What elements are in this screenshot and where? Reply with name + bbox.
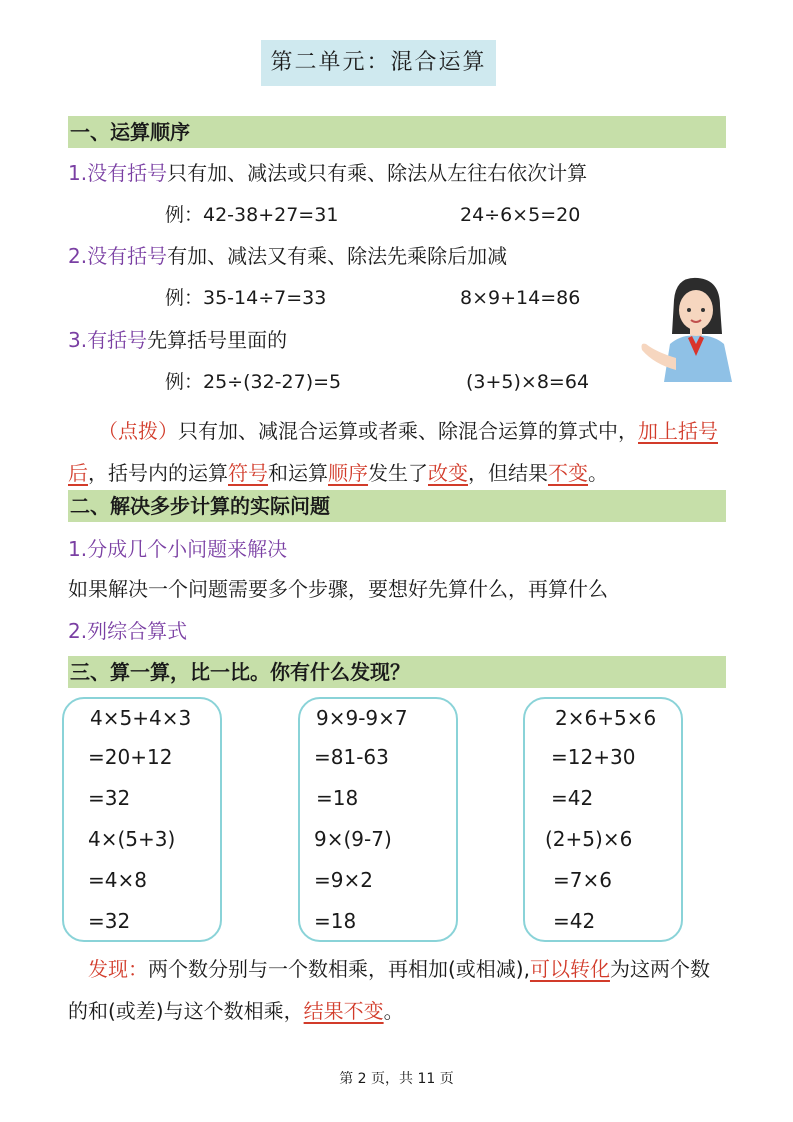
finding-text-3: 。 (383, 999, 404, 1023)
rule-2-text: 有加、减法又有乘、除法先乘除后加减 (167, 244, 508, 268)
rule-2-key: 没有括号 (87, 244, 168, 268)
example-2a: 例：35-14÷7=33 (165, 287, 327, 309)
example-1a: 例：42-38+27=31 (165, 204, 339, 226)
finding-label: 发现： (88, 957, 148, 981)
calc-2-line-6: =18 (314, 909, 357, 933)
tip-text-5: ，但结果 (468, 461, 548, 485)
calc-3-line-1: 2×6+5×6 (555, 706, 657, 730)
calc-card-1 (62, 697, 222, 942)
rule-2-num: 2. (68, 244, 88, 268)
calc-1-line-4: 4×(5+3) (88, 827, 176, 851)
step-item-1: 1.分成几个小问题来解决 (68, 537, 288, 561)
calc-1-line-1: 4×5+4×3 (90, 706, 192, 730)
example-1b: 24÷6×5=20 (460, 204, 581, 226)
rule-3-key: 有括号 (87, 328, 148, 352)
rule-1-text: 只有加、减法或只有乘、除法从左往右依次计算 (167, 161, 588, 185)
tip-text-2: ，括号内的运算 (88, 461, 228, 485)
section-heading-1: 一、运算顺序 (68, 116, 726, 148)
calc-2-line-3: =18 (316, 786, 359, 810)
tip-text-3: 和运算 (268, 461, 328, 485)
example-3a: 例：25÷(32-27)=5 (165, 371, 342, 393)
tip-highlight-1: 加上括 (638, 419, 698, 443)
rule-1-num: 1. (68, 161, 88, 185)
rule-1 (68, 159, 587, 187)
calc-3-line-5: =7×6 (553, 868, 612, 892)
rule-2 (68, 242, 507, 270)
calc-card-3 (523, 697, 683, 942)
calc-3-line-3: =42 (551, 786, 594, 810)
example-3b: (3+5)×8=64 (466, 371, 590, 393)
finding-paragraph (68, 948, 728, 1032)
tip-highlight-4: 顺序 (328, 461, 368, 485)
page-title: 第二单元：混合运算 (261, 40, 496, 86)
calc-2-line-5: =9×2 (314, 868, 373, 892)
calc-2-line-4: 9×(9-7) (314, 827, 392, 851)
tip-text-6: 。 (588, 461, 608, 485)
rule-3-text: 先算括号里面的 (147, 328, 288, 352)
calc-3-line-2: =12+30 (551, 745, 636, 769)
tip-highlight-3: 符号 (228, 461, 268, 485)
calc-1-line-2: =20+12 (88, 745, 173, 769)
step-item-1-text: 如果解决一个问题需要多个步骤，要想好先算什么，再算什么 (68, 577, 608, 601)
rule-1-key: 没有括号 (87, 161, 168, 185)
tip-highlight-5: 改变 (428, 461, 468, 485)
section-heading-3: 三、算一算，比一比。你有什么发现？ (68, 656, 726, 688)
girl-teacher-icon (636, 272, 746, 382)
step-item-2: 2.列综合算式 (68, 619, 188, 643)
page-number: 第 2 页，共 11 页 (339, 1071, 454, 1087)
tip-text-4: 发生了 (368, 461, 428, 485)
calc-3-line-4: (2+5)×6 (545, 827, 633, 851)
example-2b: 8×9+14=86 (460, 287, 581, 309)
tip-paragraph (68, 410, 728, 494)
finding-highlight-2: 结果不变 (303, 999, 384, 1023)
section-heading-2: 二、解决多步计算的实际问题 (68, 490, 726, 522)
tip-highlight-2: 号后 (68, 419, 718, 485)
rule-3-num: 3. (68, 328, 88, 352)
calc-1-line-3: =32 (88, 786, 131, 810)
calc-2-line-2: =81-63 (314, 745, 389, 769)
calc-3-line-6: =42 (553, 909, 596, 933)
tip-highlight-6: 不变 (548, 461, 588, 485)
tip-label: （点拨） (98, 419, 178, 443)
finding-text-1: 两个数分别与一个数相乘，再相加(或相减), (148, 957, 530, 981)
calc-1-line-5: =4×8 (88, 868, 147, 892)
calc-1-line-6: =32 (88, 909, 131, 933)
tip-text-1: 只有加、减混合运算或者乘、除混合运算的算式中， (178, 419, 638, 443)
finding-text-2: 为这两个数的和(或差)与这个数相乘， (68, 957, 710, 1023)
calc-card-2 (298, 697, 458, 942)
calc-2-line-1: 9×9-9×7 (316, 706, 408, 730)
finding-highlight-1: 可以转化 (529, 957, 610, 981)
rule-3 (68, 326, 287, 354)
